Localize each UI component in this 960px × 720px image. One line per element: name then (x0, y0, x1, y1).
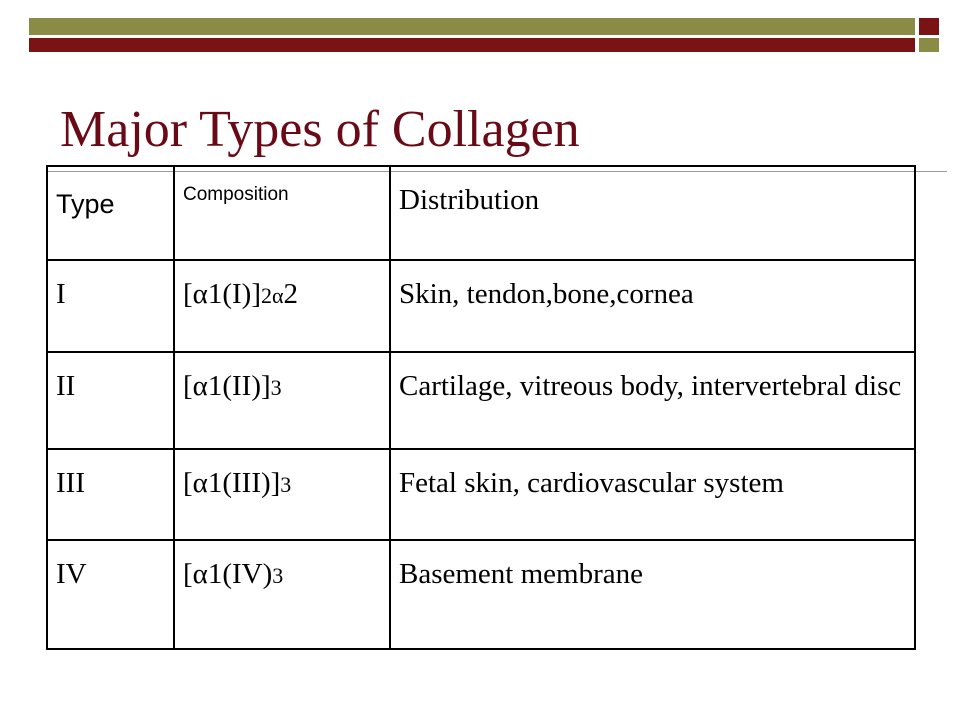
collagen-types-table (46, 165, 916, 650)
composition-main: [α1(III)] (183, 467, 281, 499)
header-distribution: Distribution (390, 166, 915, 260)
composition-main: [α1(I)] (183, 278, 261, 310)
composition-cell (174, 449, 390, 540)
composition-sub: 2α (260, 283, 284, 308)
header-square-red (919, 18, 939, 35)
header-square-olive (919, 38, 939, 52)
type-cell: I (47, 260, 174, 352)
table-header-row (47, 166, 915, 260)
composition-cell (174, 352, 390, 449)
composition-cell (174, 260, 390, 352)
type-cell: II (47, 352, 174, 449)
header-type: Type (47, 166, 174, 260)
composition-tail: 2 (283, 278, 299, 310)
header-composition: Composition (174, 166, 390, 260)
composition-sub: 3 (280, 472, 292, 497)
table-row (47, 352, 915, 449)
table-row (47, 540, 915, 649)
slide-title: Major Types of Collagen (60, 101, 580, 158)
composition-sub: 3 (272, 563, 284, 588)
distribution-cell: Basement membrane (390, 540, 915, 649)
distribution-cell: Cartilage, vitreous body, intervertebral disc (390, 352, 915, 449)
distribution-cell: Skin, tendon,bone,cornea (390, 260, 915, 352)
composition-sub: 3 (270, 375, 282, 400)
composition-main: [α1(IV) (183, 558, 273, 590)
type-cell: III (47, 449, 174, 540)
composition-cell (174, 540, 390, 649)
composition-main: [α1(II)] (183, 370, 271, 402)
table-row (47, 449, 915, 540)
header-band-olive (29, 18, 915, 35)
header-band-red (29, 38, 915, 52)
table-row (47, 260, 915, 352)
type-cell: IV (47, 540, 174, 649)
distribution-cell: Fetal skin, cardiovascular system (390, 449, 915, 540)
